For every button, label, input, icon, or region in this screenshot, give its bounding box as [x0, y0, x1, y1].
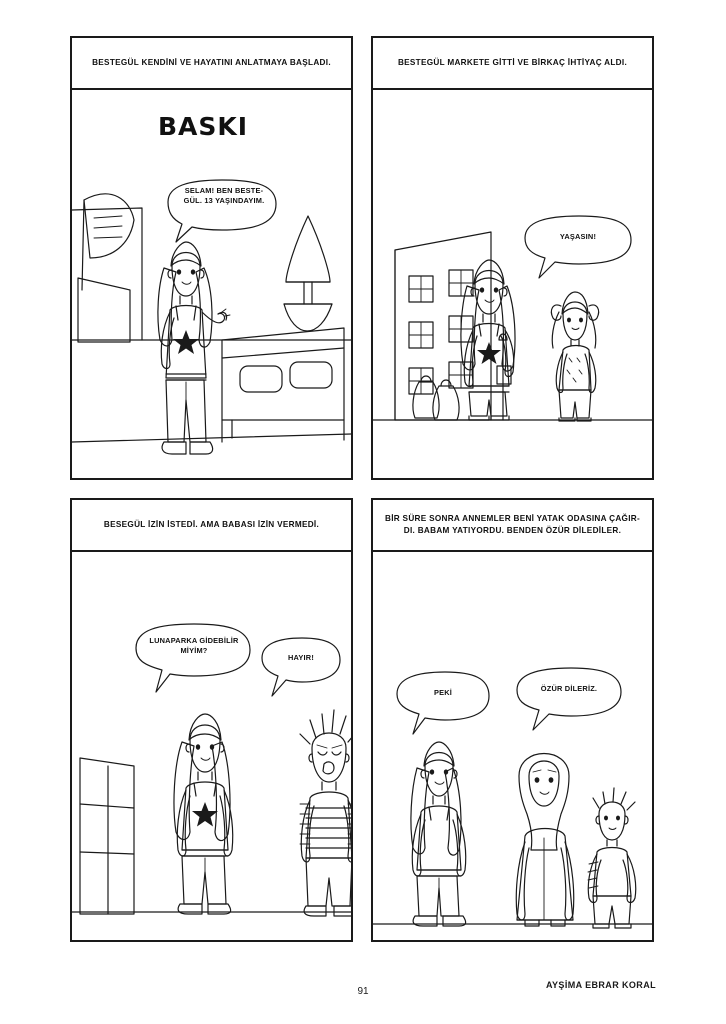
- panel-1-title-word: BASKI: [158, 112, 249, 141]
- panel-2-bubble-text: YAŞASIN!: [559, 232, 597, 241]
- panel-4-caption: BİR SÜRE SONRA ANNEMLER BENİ YATAK ODASINA ÇAĞIR-DI. BABAM YATIYORDU. BENDEN ÖZÜR DİLEDİLER.: [373, 500, 652, 552]
- panel-1-artwork: [72, 90, 351, 478]
- panel-4-artwork: [373, 552, 652, 940]
- panel-4-bubble-text-2: ÖZÜR DİLERİZ.: [540, 684, 598, 693]
- character-mother-panel-4: [516, 754, 573, 927]
- panel-3-bubble-text-2: HAYIR!: [288, 653, 314, 662]
- panel-3-drawing: [72, 552, 351, 940]
- artist-credit: AYŞİMA EBRAR KORAL: [545, 980, 656, 990]
- character-bestegul-panel-3: [174, 714, 233, 914]
- panel-3-caption: BESEGÜL İZİN İSTEDİ. AMA BABASI İZİN VERMEDİ.: [72, 500, 351, 552]
- panel-3-bubble-text-1: LUNAPARKA GİDEBİLİR MİYİM?: [149, 636, 239, 655]
- panel-1-drawing: [72, 90, 351, 478]
- panel-grid: [70, 36, 654, 976]
- panel-4-drawing: [373, 552, 652, 940]
- page-number: 91: [357, 986, 369, 997]
- panel-2-caption: BESTEGÜL MARKETE GİTTİ VE BİRKAÇ İHTİYAÇ ALDI.: [373, 38, 652, 90]
- panel-2-artwork: [373, 90, 652, 478]
- character-father-panel-3: [300, 710, 351, 916]
- character-bestegul-panel-4: [411, 742, 466, 926]
- comic-panel-4: [371, 498, 654, 942]
- comic-panel-3: [70, 498, 353, 942]
- character-bestegul-panel-1: [158, 242, 230, 454]
- character-friend-panel-2: [551, 292, 598, 421]
- panel-1-caption: BESTEGÜL KENDİNİ VE HAYATINI ANLATMAYA BAŞLADI.: [72, 38, 351, 90]
- panel-4-bubble-text-1: PEKİ: [433, 688, 453, 697]
- panel-1-bubble-text: SELAM! BEN BESTE-GÜL. 13 YAŞINDAYIM.: [183, 186, 265, 205]
- panel-3-artwork: [72, 552, 351, 940]
- panel-2-drawing: [373, 90, 652, 478]
- comic-panel-1: [70, 36, 353, 480]
- character-father-panel-4: [588, 788, 636, 928]
- shopping-bags: [413, 376, 459, 420]
- comic-panel-2: [371, 36, 654, 480]
